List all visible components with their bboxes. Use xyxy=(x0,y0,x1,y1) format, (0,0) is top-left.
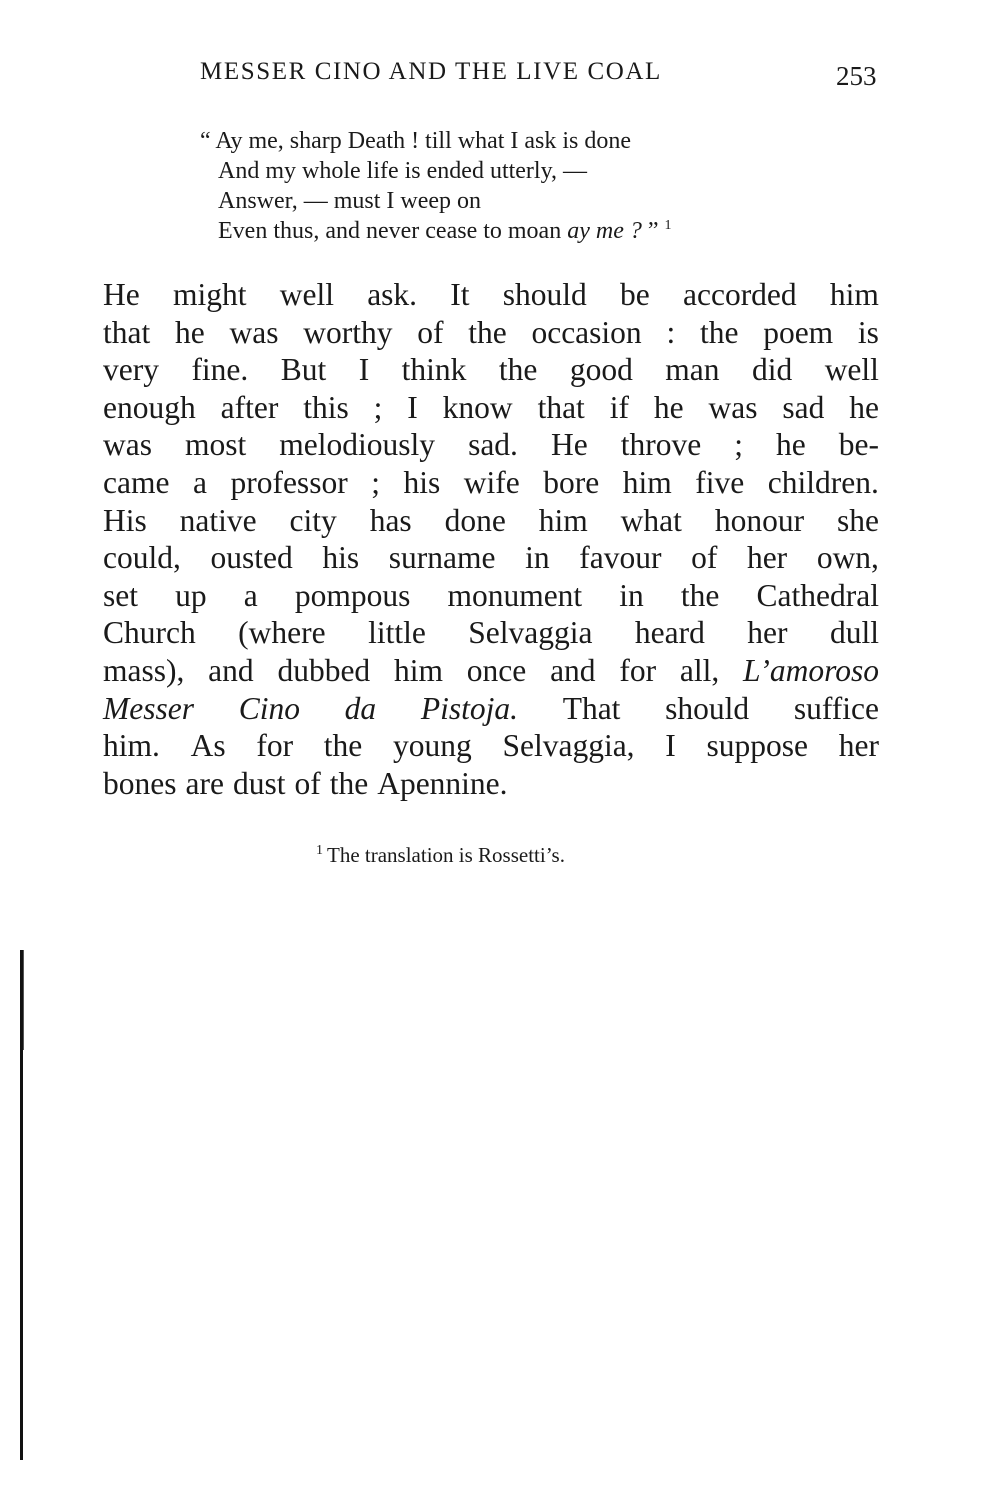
prose-word: dull xyxy=(829,615,879,651)
prose-word: of xyxy=(294,765,321,801)
verse-line: Answer, — must I weep on xyxy=(218,188,481,214)
prose-word: once xyxy=(466,652,527,688)
prose-word: city xyxy=(289,502,337,538)
prose-word: for xyxy=(619,652,657,688)
prose-word: his xyxy=(322,540,360,576)
prose-word: Apennine. xyxy=(377,765,508,801)
prose-word: bore xyxy=(543,464,600,500)
prose-word: As xyxy=(190,728,226,764)
prose-word: pompous xyxy=(294,577,411,613)
prose-word: young xyxy=(393,728,472,764)
prose-word: her xyxy=(838,728,879,764)
prose-word: think xyxy=(401,352,467,388)
prose-word: ousted xyxy=(210,540,293,576)
prose-word: what xyxy=(620,502,682,538)
prose-word: monument xyxy=(447,577,583,613)
prose-word: fine. xyxy=(191,352,249,388)
prose-line xyxy=(103,539,879,577)
prose-word: should xyxy=(665,690,750,726)
prose-word: he xyxy=(653,389,684,425)
prose-word: children. xyxy=(767,464,879,500)
prose-word: melodiously xyxy=(279,427,436,463)
prose-word: came xyxy=(103,464,170,500)
prose-word: most xyxy=(185,427,247,463)
prose-word: ; xyxy=(371,464,380,500)
prose-word: Cathedral xyxy=(756,577,879,613)
prose-word: has xyxy=(369,502,412,538)
prose-word: after xyxy=(220,389,279,425)
prose-word: sad xyxy=(782,389,825,425)
prose-word: L’amoroso xyxy=(743,652,879,688)
prose-word: done xyxy=(444,502,506,538)
prose-word: him xyxy=(393,652,443,688)
running-title: MESSER CINO AND THE LIVE COAL xyxy=(200,58,662,85)
prose-word: good xyxy=(569,352,633,388)
prose-word: favour xyxy=(579,540,662,576)
prose-word: (where xyxy=(238,615,326,651)
prose-word: Messer xyxy=(103,690,194,726)
footnote xyxy=(316,843,565,868)
prose-word: the xyxy=(680,577,720,613)
prose-word: very xyxy=(103,352,159,388)
prose-word: surname xyxy=(388,540,496,576)
prose-word: did xyxy=(751,352,793,388)
prose-word: be- xyxy=(838,427,879,463)
prose-word: was xyxy=(229,314,279,350)
prose-word: That xyxy=(562,690,621,726)
prose-word: in xyxy=(525,540,550,576)
prose-word: da xyxy=(344,690,377,726)
prose-word: if xyxy=(609,389,629,425)
prose-word: man xyxy=(665,352,720,388)
footnote-reference: 1 xyxy=(664,218,672,233)
verse-quotation xyxy=(200,126,900,246)
prose-word: throve xyxy=(620,427,702,463)
prose-word: the xyxy=(329,765,369,801)
page-number: 253 xyxy=(836,61,877,91)
prose-word: Selvaggia, xyxy=(502,728,635,764)
verse-line-text: Even thus, and never cease to moan xyxy=(218,218,562,244)
prose-word: is xyxy=(857,314,879,350)
prose-word: she xyxy=(836,502,879,538)
prose-word: all, xyxy=(679,652,720,688)
prose-line xyxy=(103,426,879,464)
prose-word: I xyxy=(665,728,676,764)
prose-word: I xyxy=(407,389,418,425)
prose-word: ; xyxy=(734,427,743,463)
prose-word: of xyxy=(417,314,444,350)
prose-word: bones xyxy=(103,765,177,801)
prose-word: could, xyxy=(103,540,181,576)
prose-word: was xyxy=(103,427,152,463)
verse-line: “ Ay me, sharp Death ! till what I ask is done xyxy=(200,128,632,154)
prose-word: His xyxy=(103,502,147,538)
prose-line xyxy=(103,765,879,803)
prose-line xyxy=(103,727,879,765)
prose-word: little xyxy=(368,615,426,651)
prose-line xyxy=(103,502,879,540)
prose-word: the xyxy=(699,314,739,350)
prose-word: dubbed xyxy=(277,652,371,688)
prose-word: set xyxy=(103,577,138,613)
prose-word: and xyxy=(550,652,596,688)
prose-line xyxy=(103,690,879,728)
prose-word: dust xyxy=(232,765,286,801)
prose-word: professor xyxy=(230,464,348,500)
prose-word: a xyxy=(243,577,258,613)
prose-line xyxy=(103,614,879,652)
prose-word: are xyxy=(185,765,224,801)
prose-line xyxy=(103,464,879,502)
prose-word: might xyxy=(172,277,247,312)
prose-word: his xyxy=(403,464,441,500)
prose-word: poem xyxy=(763,314,834,350)
prose-word: enough xyxy=(103,389,196,425)
prose-word: ask. xyxy=(367,277,418,312)
prose-word: worthy xyxy=(303,314,393,350)
prose-word: should xyxy=(502,277,587,312)
verse-line xyxy=(200,216,900,246)
verse-close-quote: ” xyxy=(641,218,659,244)
prose-word: honour xyxy=(714,502,805,538)
prose-word: a xyxy=(192,464,207,500)
prose-word: wife xyxy=(463,464,520,500)
prose-line xyxy=(103,276,879,314)
prose-word: know xyxy=(442,389,513,425)
prose-word: for xyxy=(256,728,294,764)
prose-word: accorded xyxy=(683,277,797,312)
prose-word: But xyxy=(280,352,327,388)
prose-word: was xyxy=(708,389,758,425)
prose-word: I xyxy=(358,352,370,388)
prose-word: : xyxy=(666,314,676,350)
prose-line xyxy=(103,314,879,352)
prose-word: Church xyxy=(103,615,196,651)
prose-word: this xyxy=(303,389,349,425)
prose-word: He xyxy=(550,427,588,463)
prose-word: her xyxy=(746,540,788,576)
prose-word: the xyxy=(498,352,538,388)
prose-word: native xyxy=(179,502,257,538)
footnote-text: The translation is Rossetti’s. xyxy=(327,843,565,867)
prose-word: her xyxy=(747,615,788,651)
prose-word: Pistoja. xyxy=(420,690,518,726)
prose-word: the xyxy=(323,728,363,764)
footnote-mark: 1 xyxy=(316,843,323,858)
prose-word: mass), xyxy=(103,652,185,688)
verse-italic-phrase: ay me ? xyxy=(567,218,642,244)
prose-word: he xyxy=(849,389,879,425)
prose-word: He xyxy=(103,277,140,312)
prose-word: five xyxy=(695,464,745,500)
prose-word: suffice xyxy=(793,690,879,726)
prose-word: that xyxy=(103,314,151,350)
prose-word: heard xyxy=(634,615,705,651)
prose-word: the xyxy=(468,314,507,350)
prose-word: occasion xyxy=(531,314,642,350)
prose-word: sad. xyxy=(468,427,518,463)
prose-word: well xyxy=(824,352,879,388)
prose-word: ; xyxy=(373,389,383,425)
prose-line xyxy=(103,389,879,427)
body-paragraph xyxy=(103,276,879,802)
prose-word: well xyxy=(279,277,334,312)
prose-line xyxy=(103,577,879,615)
prose-line xyxy=(103,652,879,690)
prose-word: It xyxy=(450,277,470,312)
prose-word: of xyxy=(691,540,718,576)
page-binding-edge-highlight xyxy=(23,950,24,1050)
prose-word: that xyxy=(537,389,585,425)
prose-line xyxy=(103,351,879,389)
prose-word: and xyxy=(208,652,254,688)
prose-word: he xyxy=(175,314,205,350)
prose-word: in xyxy=(619,577,644,613)
prose-word: him xyxy=(829,277,879,312)
prose-word: own, xyxy=(816,540,879,576)
prose-word: suppose xyxy=(706,728,808,764)
verse-line: And my whole life is ended utterly, — xyxy=(218,158,588,184)
running-head xyxy=(200,58,890,98)
prose-word: he xyxy=(775,427,806,463)
prose-word: up xyxy=(175,577,207,613)
prose-word: be xyxy=(620,277,650,312)
prose-word: him. xyxy=(103,728,160,764)
prose-word: him xyxy=(622,464,672,500)
prose-word: Cino xyxy=(238,690,300,726)
prose-word: Selvaggia xyxy=(468,615,593,651)
prose-word: him xyxy=(538,502,588,538)
